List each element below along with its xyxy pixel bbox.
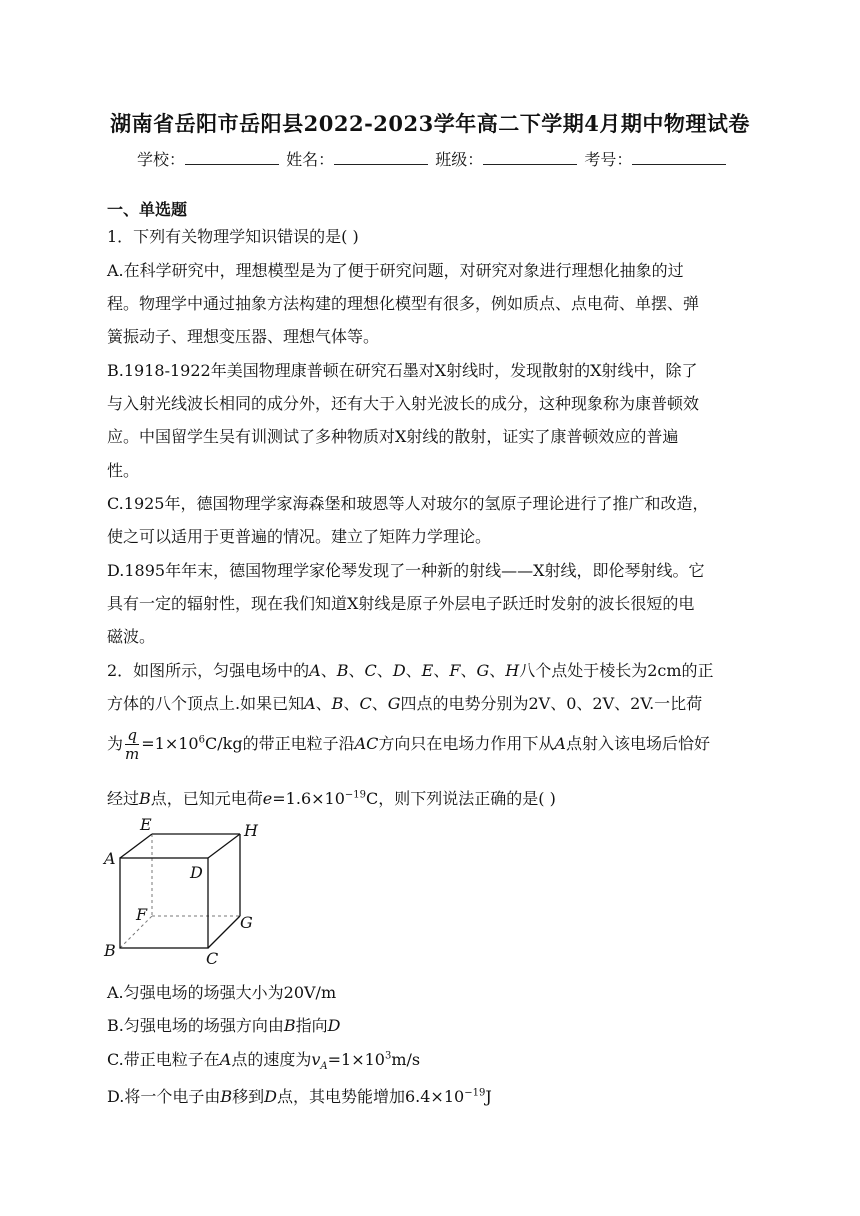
- charge-mass-ratio-fraction: $\frac{q}{m}$: [125, 726, 140, 763]
- q1-option-a-line3: 簧振动子、理想变压器、理想气体等。: [107, 327, 380, 346]
- q1-option-b-line1: B.1918-1922年美国物理康普顿在研究石墨对X射线时，发现散射的X射线中，除了: [107, 361, 698, 380]
- q1-option-d-line3: 磁波。: [107, 627, 156, 646]
- q2-stem-line1: 2．如图所示，匀强电场中的A、B、C、D、E、F、G、H八个点处于棱长为2cm的正: [107, 661, 714, 680]
- student-info-row: [137, 147, 728, 170]
- exam-title: 湖南省岳阳市岳阳县2022-2023学年高二下学期4月期中物理试卷: [110, 111, 750, 136]
- id-field[interactable]: [632, 150, 726, 165]
- q2-option-a: A.匀强电场的场强大小为20V/m: [107, 983, 337, 1002]
- q1-stem: 1．下列有关物理学知识错误的是( ): [107, 227, 359, 246]
- q1-option-c-line1: C.1925年，德国物理学家海森堡和玻恩等人对玻尔的氢原子理论进行了推广和改造，: [107, 494, 709, 513]
- vertex-label-c: C: [206, 949, 219, 968]
- q2-option-c: C.带正电粒子在A点的速度为$v_A=1\times 10^3m/s$: [107, 1050, 421, 1073]
- class-field[interactable]: [483, 150, 577, 165]
- name-field[interactable]: [334, 150, 428, 165]
- class-label: 班级：: [435, 150, 484, 169]
- section-heading: 一、单选题: [107, 200, 188, 219]
- id-label: 考号：: [584, 150, 633, 169]
- q1-option-a-line2: 程。物理学中通过抽象方法构建的理想化模型有很多，例如质点、点电荷、单摆、弹: [107, 294, 700, 313]
- q1-option-b-line2: 与入射光线波长相同的成分外，还有大于入射光波长的成分，这种现象称为康普顿效: [107, 394, 700, 413]
- vertex-label-a: A: [104, 849, 116, 868]
- q2-option-d: D.将一个电子由B移到D点，其电势能增加$6.4\times 10^{-19}J$: [107, 1087, 492, 1106]
- q2-stem-line2: 方体的八个顶点上.如果已知A、B、C、G四点的电势分别为2V、0、2V、2V.一比荷: [107, 694, 703, 713]
- q1-option-b-line3: 应。中国留学生吴有训测试了多种物质对X射线的散射，证实了康普顿效应的普遍: [107, 427, 679, 446]
- vertex-label-b: B: [104, 941, 116, 960]
- vertex-label-f: F: [136, 905, 148, 924]
- school-field[interactable]: [185, 150, 279, 165]
- vertex-label-g: G: [240, 913, 253, 932]
- q1-option-d-line2: 具有一定的辐射性，现在我们知道X射线是原子外层电子跃迁时发射的波长很短的电: [107, 594, 695, 613]
- vertex-label-h: H: [244, 821, 258, 840]
- name-label: 姓名：: [286, 150, 335, 169]
- q2-stem-line4: 经过B点，已知元电荷$e=1.6\times 10^{-19}C$，则下列说法正确的是( ): [107, 789, 556, 808]
- vertex-label-e: E: [140, 815, 152, 834]
- q1-option-a-line1: A.在科学研究中，理想模型是为了便于研究问题，对研究对象进行理想化抽象的过: [107, 261, 684, 280]
- q1-option-c-line2: 使之可以适用于更普遍的情况。建立了矩阵力学理论。: [107, 527, 492, 546]
- q1-option-b-line4: 性。: [107, 461, 140, 480]
- q1-option-d-line1: D.1895年年末，德国物理学家伦琴发现了一种新的射线——X射线，即伦琴射线。它: [107, 561, 705, 580]
- q2-stem-line3: 为 $\frac{q}{m}$ $=1\times 10^6C/kg$的带正电粒子沿AC方向只在电场力作用下从A点射入该电场后恰好: [107, 726, 710, 763]
- vertex-label-d: D: [190, 863, 203, 882]
- school-label: 学校：: [137, 150, 186, 169]
- q2-option-b: B.匀强电场的场强方向由B指向D: [107, 1016, 341, 1035]
- cube-figure: [100, 812, 270, 972]
